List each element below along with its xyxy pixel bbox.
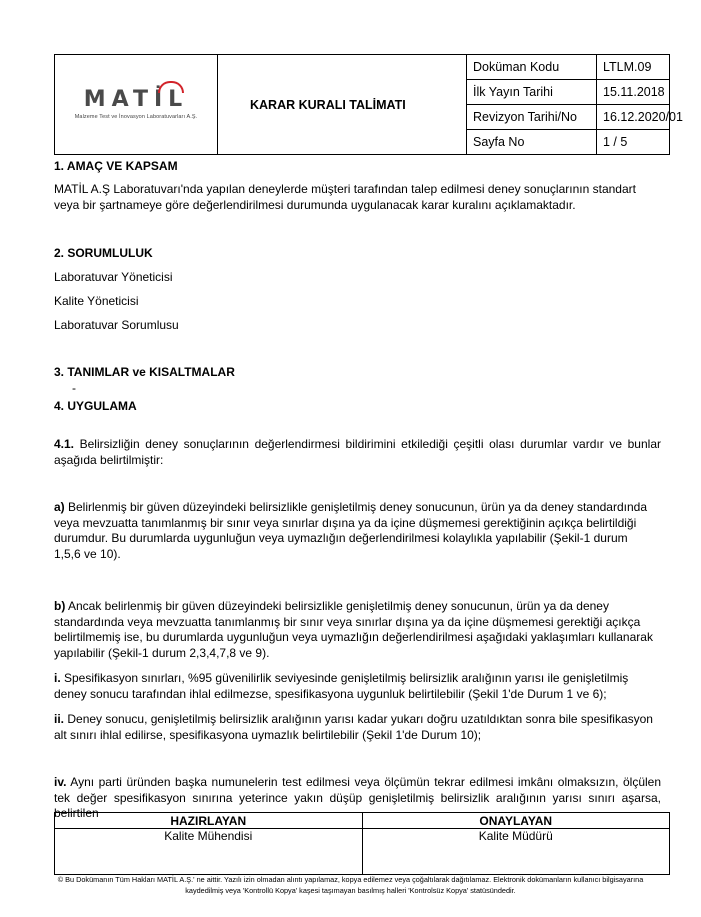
paragraph-label: i. <box>54 671 61 685</box>
paragraph-text: Ancak belirlenmiş bir güven düzeyindeki belirsizlikle genişletilmiş deney sonucunun, ürün ya da deney standardında veya mevzuatta tanımlanmış bir sınır veya sınırlar dışına ya da içine düşmemesi gerektiği açıkça belirtilmemiş ise, bu durumlarda uygunluğun veya uymazlığın değerlendirilmesi aşağıdaki yaklaşımları kullanarak yapılabilir (Şekil-1 durum 2,3,4,7,8 ve 9). <box>54 599 653 660</box>
paragraph-a <box>54 500 654 562</box>
section-4-heading: 4. UYGULAMA <box>54 399 137 413</box>
responsibility-item: Laboratuvar Sorumlusu <box>54 318 179 332</box>
paragraph-text: Spesifikasyon sınırları, %95 güvenilirlik seviyesinde genişletilmiş belirsizlik aralığının yarısı ile genişletilmiş deney sonucu tarafından ihlal edilmezse, spesifikasyona uygunluk belirtilebilir (Şekil 1'de Durum 1 ve 6); <box>54 671 629 701</box>
paragraph-i <box>54 671 661 702</box>
responsibility-item: Laboratuvar Yöneticisi <box>54 270 173 284</box>
paragraph-label: b) <box>54 599 66 613</box>
section-2-heading: 2. SORUMLULUK <box>54 246 153 260</box>
responsibility-item: Kalite Yöneticisi <box>54 294 139 308</box>
approved-by-value: Kalite Müdürü <box>362 829 670 875</box>
company-logo <box>55 55 218 155</box>
prepared-by-value: Kalite Mühendisi <box>55 829 363 875</box>
paragraph-label: a) <box>54 500 65 514</box>
paragraph-4-1 <box>54 437 661 468</box>
document-title: KARAR KURALI TALİMATI <box>218 55 467 155</box>
section-1-text: MATİL A.Ş Laboratuvarı'nda yapılan deneylerde müşteri tarafından talep edilmesi deney sonuçlarının standart veya bir şartnameye göre değerlendirilmesi durumunda uygulanacak karar kuralını açıklamaktadır. <box>54 182 636 212</box>
paragraph-label: 4.1. <box>54 437 75 451</box>
paragraph-text: Deney sonucu, genişletilmiş belirsizlik aralığının yarısı kadar yukarı doğru uzatıldıktan sonra bile spesifikasyon alt sınırı ihlal edilirse, spesifikasyona uymazlık belirtilebilir (Şekil 1'de Durum 10); <box>54 712 653 742</box>
paragraph-text: Belirsizliğin deney sonuçlarının değerlendirmesi bildirimini etkilediği çeşitli olası durumlar vardır ve bunlar aşağıda belirtilmiştir: <box>54 437 661 467</box>
document-header <box>54 54 683 155</box>
meta-label-page: Sayfa No <box>467 130 597 155</box>
meta-label-doc-code: Doküman Kodu <box>467 55 597 80</box>
paragraph-label: ii. <box>54 712 65 726</box>
paragraph-label: iv. <box>54 775 67 789</box>
section-3-heading: 3. TANIMLAR ve KISALTMALAR <box>54 365 235 379</box>
paragraph-text: Aynı parti üründen başka numunelerin test edilmesi veya ölçümün tekrar edilmesi imkânı olmaksızın, ölçülen tek değer spesifikasyon sınırına yeterince yakın düşüp genişletilmiş belirsizlik aralığının yarısı sınırı aşarsa, belirtilen <box>54 775 661 820</box>
approval-table <box>54 812 670 875</box>
meta-value-doc-code: LTLM.09 <box>597 55 670 80</box>
logo-arc-icon <box>158 81 184 93</box>
prepared-by-heading: HAZIRLAYAN <box>55 813 363 829</box>
meta-value-first-publish: 15.11.2018 <box>597 80 670 105</box>
meta-value-revision: 16.12.2020/01 <box>597 105 670 130</box>
section-1-heading: 1. AMAÇ VE KAPSAM <box>54 159 178 173</box>
approved-by-heading: ONAYLAYAN <box>362 813 670 829</box>
paragraph-ii <box>54 712 654 743</box>
section-3-dash: - <box>72 381 76 395</box>
paragraph-b <box>54 599 654 661</box>
meta-value-page: 1 / 5 <box>597 130 670 155</box>
logo-wordmark <box>84 89 188 111</box>
logo-text: MATİL <box>83 87 189 112</box>
meta-label-revision: Revizyon Tarihi/No <box>467 105 597 130</box>
logo-subtitle: Malzeme Test ve İnovasyon Laboratuvarları A.Ş. <box>74 114 198 120</box>
meta-label-first-publish: İlk Yayın Tarihi <box>467 80 597 105</box>
copyright-notice: © Bu Dokümanın Tüm Hakları MATİL A.Ş.' ne aittir. Yazılı izin olmadan alıntı yapılamaz, kopya edilemez veya çoğaltılarak dağıtılamaz. Elektronik dokümanların kullanıcı bilgisayarına kaydedilmiş veya 'Kontrollü Kopya' kaşesi taşımayan basılmış halleri 'Kontrolsüz Kopya' statüsündedir. <box>57 875 644 895</box>
paragraph-text: Belirlenmiş bir güven düzeyindeki belirsizlikle genişletilmiş deney sonucunun, ürün ya da deney standardında veya mevzuatta tanımlanmış bir sınır veya sınırlar dışına ya da içine düşmemesi gerektiğinin açıkça belirtildiği durumdur. Bu durumlarda uygunluğun veya uymazlığın değerlendirilmesi kolaylıkla yapılabilir (Şekil-1 durum 1,5,6 ve 10). <box>54 500 648 561</box>
